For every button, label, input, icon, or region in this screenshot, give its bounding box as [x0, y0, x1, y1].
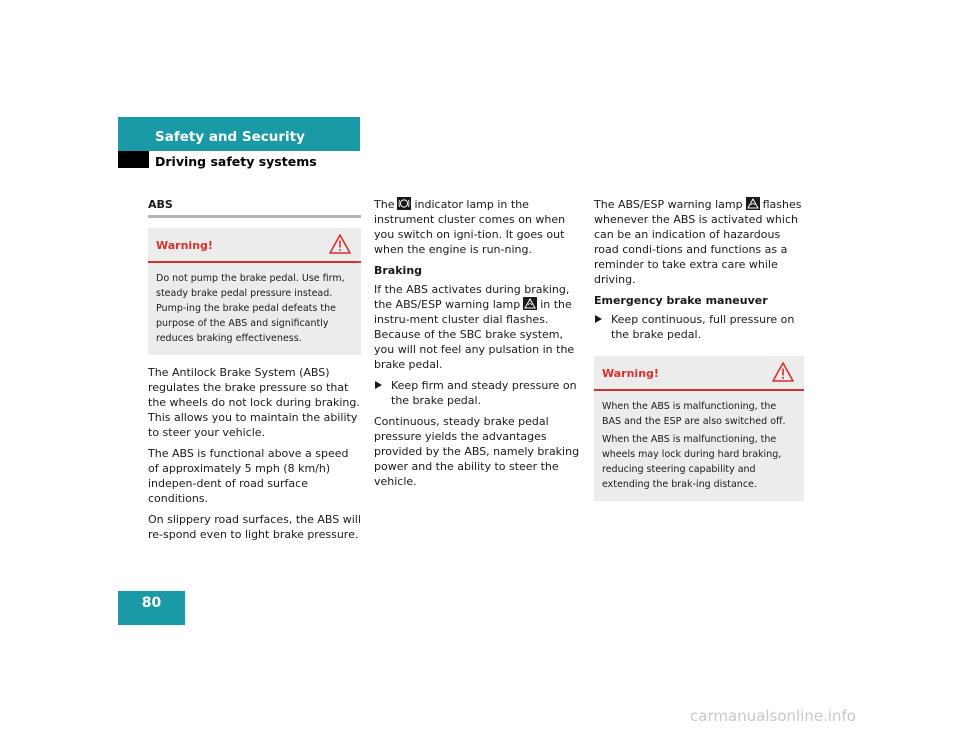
warning-header	[594, 356, 804, 391]
esp-warning-lamp-icon	[523, 297, 537, 310]
braking-text-after: in the instru-ment cluster dial flashes. Because of the SBC brake system, you will not feel any pulsation in the brake pedal.	[374, 298, 575, 371]
warning-text-2: When the ABS is malfunctioning, the wheels may lock during hard braking, reducing steering capability and extending the brak-ing distance.	[602, 434, 782, 490]
bullet-text: Keep continuous, full pressure on the brake pedal.	[611, 313, 795, 341]
warning-title: Warning!	[156, 239, 213, 252]
flash-text-before: The ABS/ESP warning lamp	[594, 198, 743, 211]
abs-paragraph-2: The ABS is functional above a speed of approximately 5 mph (8 km/h) indepen-dent of road surface conditions.	[148, 447, 349, 505]
abs-paragraph-3: On slippery road surfaces, the ABS will re-spond even to light brake pressure.	[148, 513, 361, 541]
page-number: 80	[118, 591, 185, 625]
arrow-bullet-icon	[375, 381, 382, 389]
abs-paragraph-1: The Antilock Brake System (ABS) regulates the brake pressure so that the wheels do not lock during braking. This allows you to maintain the ability to steer your vehicle.	[148, 366, 360, 439]
braking-paragraph	[374, 282, 582, 372]
column-2	[374, 197, 582, 495]
flash-paragraph	[594, 197, 804, 287]
section-title: Safety and Security	[155, 129, 305, 145]
warning-triangle-icon	[772, 362, 794, 382]
warning-header	[148, 228, 361, 263]
watermark: carmanualsonline.info	[690, 707, 856, 725]
warning-text: Do not pump the brake pedal. Use firm, steady brake pedal pressure instead. Pump-ing the brake pedal defeats the purpose of the ABS and significantly reduces braking effectiveness.	[156, 273, 345, 344]
braking-heading: Braking	[374, 264, 423, 277]
header-marker	[118, 151, 149, 168]
bullet-text: Keep firm and steady pressure on the brake pedal.	[391, 379, 577, 407]
continuous-pressure-paragraph: Continuous, steady brake pedal pressure yields the advantages provided by the ABS, namely braking power and the ability to steer the vehicle.	[374, 415, 580, 488]
abs-heading: ABS	[148, 197, 361, 218]
warning-triangle-icon	[329, 234, 351, 254]
esp-warning-lamp-icon	[746, 197, 760, 210]
warning-body	[148, 263, 361, 355]
warning-box-1	[148, 228, 361, 355]
bullet-item	[594, 312, 804, 342]
warning-title: Warning!	[602, 367, 659, 380]
subsection-title: Driving safety systems	[155, 154, 317, 169]
column-3	[594, 197, 804, 511]
abs-lamp-paragraph	[374, 197, 582, 257]
warning-body	[594, 391, 804, 501]
flash-text-after: flashes whenever the ABS is activated which can be an indication of hazardous road condi-tions and functions as a reminder to take extra care while driving.	[594, 198, 802, 286]
bullet-item	[374, 378, 582, 408]
arrow-bullet-icon	[595, 315, 602, 323]
emergency-heading: Emergency brake maneuver	[594, 294, 768, 307]
warning-box-2	[594, 356, 804, 501]
warning-text-1: When the ABS is malfunctioning, the BAS and the ESP are also switched off.	[602, 401, 786, 427]
abs-lamp-text-after: indicator lamp in the instrument cluster comes on when you switch on igni-tion. It goes out when the engine is run-ning.	[374, 198, 566, 256]
braking-text-before: If the ABS activates during braking, the ABS/ESP warning lamp	[374, 283, 570, 311]
abs-lamp-text-before: The	[374, 198, 395, 211]
column-1	[148, 197, 361, 548]
abs-indicator-icon	[397, 197, 411, 210]
